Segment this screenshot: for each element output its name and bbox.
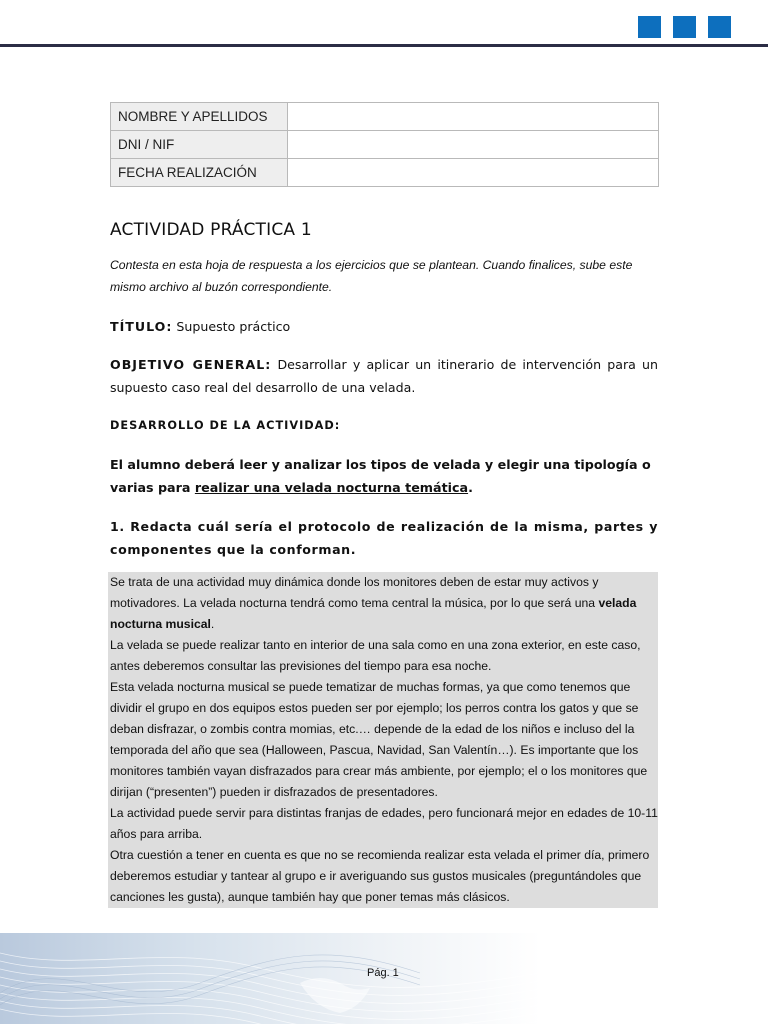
wave-lines-graphic — [0, 933, 541, 1024]
answer-box — [108, 572, 658, 908]
globe-continent-shape — [300, 978, 370, 1013]
objetivo-label: OBJETIVO GENERAL: — [110, 357, 272, 372]
titulo-line — [110, 315, 658, 338]
objetivo-line — [110, 353, 658, 399]
dni-label: DNI / NIF — [111, 131, 288, 159]
alumno-instruction — [110, 453, 658, 499]
dni-field[interactable] — [288, 131, 659, 159]
answer-paragraph — [110, 572, 658, 635]
answer-paragraph: La velada se puede realizar tanto en interior de una sala como en una zona exterior, en este caso, antes deberemos consultar las previsiones del tiempo para esa noche. — [110, 638, 641, 673]
activity-intro: Contesta en esta hoja de respuesta a los ejercicios que se plantean. Cuando finalices, sube este mismo archivo al buzón correspondiente. — [110, 258, 633, 294]
header-square — [708, 16, 731, 38]
question-1: 1. Redacta cuál sería el protocolo de realización de la misma, partes y componentes que la conforman. — [110, 519, 658, 557]
desarrollo-heading: DESARROLLO DE LA ACTIVIDAD: — [110, 419, 341, 432]
student-info-table — [110, 102, 659, 187]
alumno-text: El alumno deberá leer y analizar los tipos de velada y elegir una tipología o varias para — [110, 457, 651, 495]
objetivo-value: Desarrollar y aplicar un itinerario de intervención para un supuesto caso real del desarrollo de una velada. — [110, 357, 658, 395]
name-label: NOMBRE Y APELLIDOS — [111, 103, 288, 131]
date-field[interactable] — [288, 159, 659, 187]
footer-banner — [0, 933, 541, 1024]
table-row — [111, 159, 659, 187]
titulo-label: TÍTULO: — [110, 319, 173, 334]
header-squares — [638, 16, 731, 38]
header-rule — [0, 44, 768, 47]
activity-title: ACTIVIDAD PRÁCTICA 1 — [110, 220, 312, 240]
titulo-value: Supuesto práctico — [172, 319, 291, 334]
date-label: FECHA REALIZACIÓN — [111, 159, 288, 187]
table-row — [111, 131, 659, 159]
answer-paragraph: Otra cuestión a tener en cuenta es que no se recomienda realizar esta velada el primer día, primero deberemos estudiar y tantear al grupo e ir averiguando sus gustos musicales (preguntándoles que canciones les gusta), aunque también hay que poner temas más clásicos. — [110, 848, 650, 904]
header-square — [638, 16, 661, 38]
answer-paragraph: La actividad puede servir para distintas franjas de edades, pero funcionará mejor en edades de 10-11 años para arriba. — [110, 806, 658, 841]
answer-p1-text: Se trata de una actividad muy dinámica donde los monitores deben de estar muy activos y motivadores. La velada nocturna tendrá como tema central la música, por lo que será una — [110, 575, 599, 610]
header-square — [673, 16, 696, 38]
name-field[interactable] — [288, 103, 659, 131]
alumno-end: . — [468, 480, 473, 495]
answer-p1-bold: velada nocturna musical — [110, 596, 637, 631]
activity-content — [110, 220, 658, 561]
alumno-underlined: realizar una velada nocturna temática — [194, 480, 469, 495]
page-number: Pág. 1 — [367, 967, 399, 979]
answer-p1-end: . — [210, 617, 215, 631]
answer-paragraph: Esta velada nocturna musical se puede tematizar de muchas formas, ya que como tenemos que dividir el grupo en dos equipos estos pueden ser por ejemplo; los perros contra los gatos y que se deban disfrazar, o zombis contra momias, etc.… depende de la edad de los niños e incluso del la temporada del año que sea (Halloween, Pascua, Navidad, San Valentín…). Es importante que los monitores también vayan disfrazados para crear más ambiente, por ejemplo; el o los monitores que dirijan (“presenten”) pueden ir disfrazados de presentadores. — [110, 680, 648, 799]
table-row — [111, 103, 659, 131]
